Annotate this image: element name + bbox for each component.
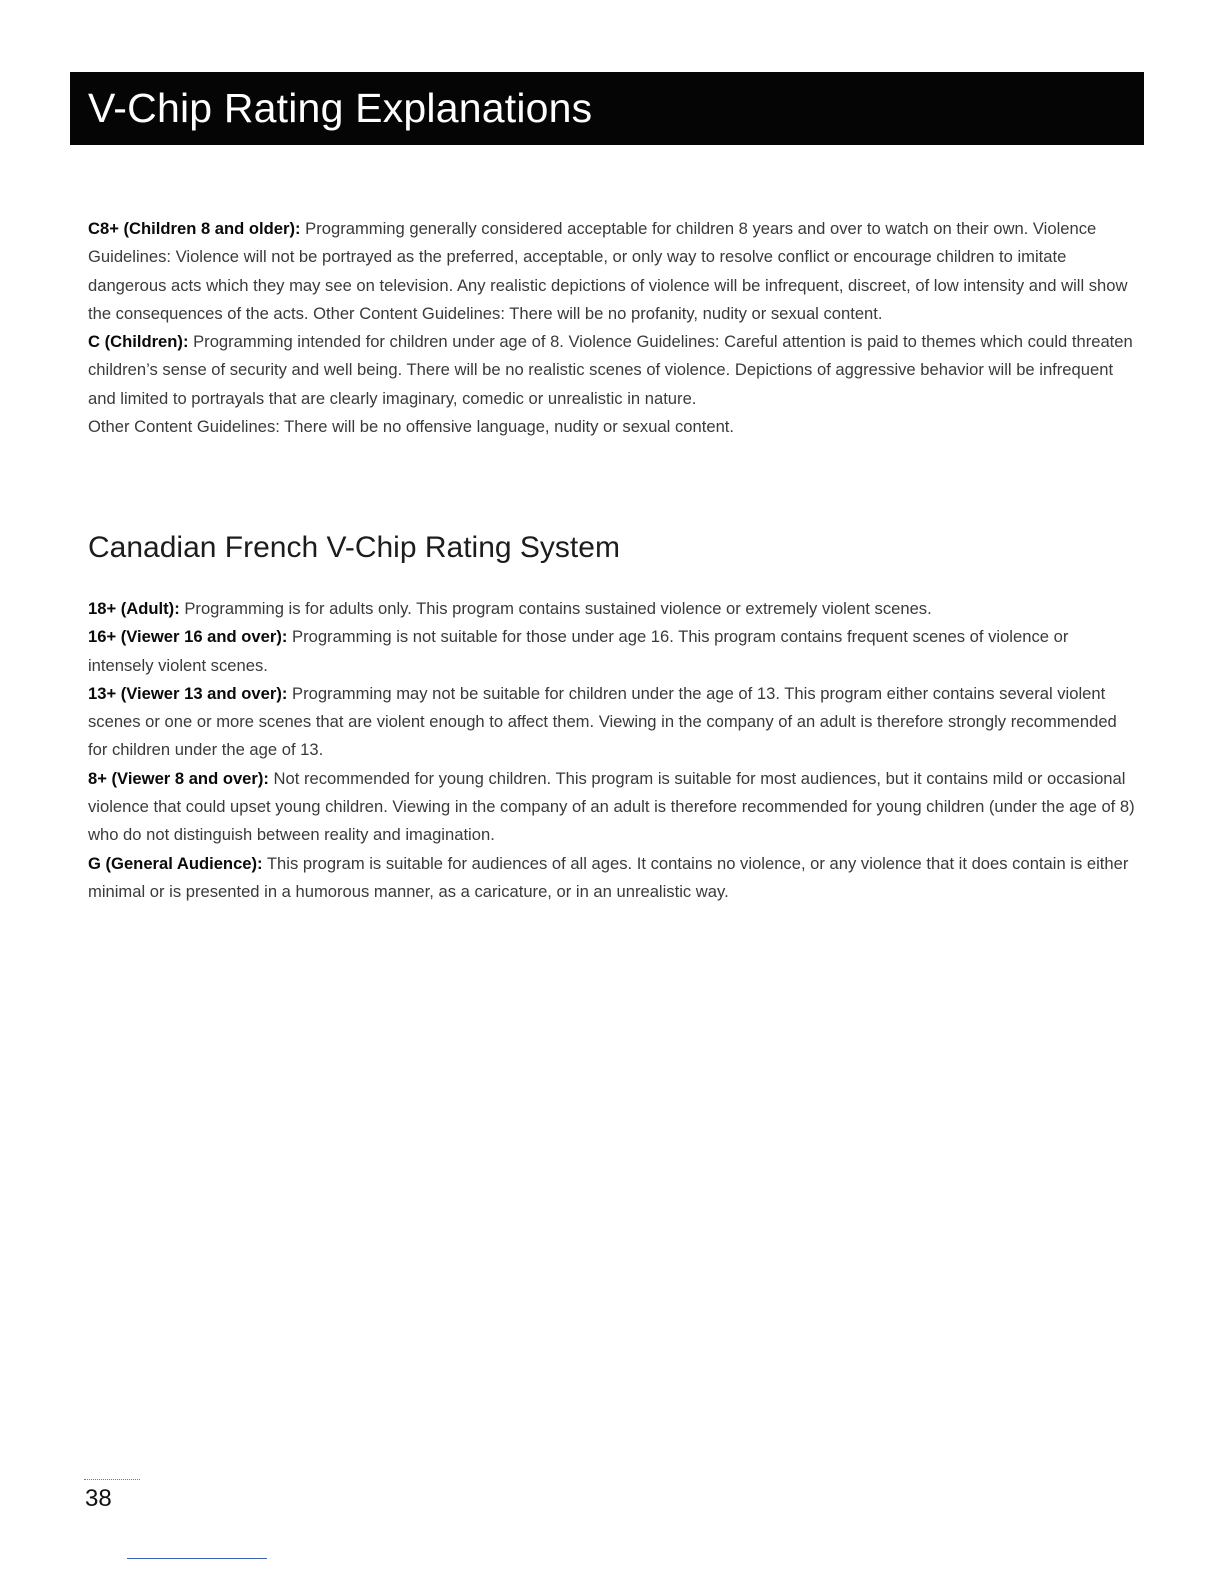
rating-entry-16plus — [88, 623, 1138, 680]
rating-term: 16+ (Viewer 16 and over): — [88, 627, 288, 647]
page-number: 38 — [85, 1485, 112, 1512]
page-title-banner — [70, 72, 1144, 145]
rating-entry-13plus — [88, 680, 1138, 765]
bottom-rule — [127, 1558, 267, 1559]
rating-entry-c8plus — [88, 215, 1138, 328]
other-content-guidelines: Other Content Guidelines: There will be no offensive language, nudity or sexual content. — [88, 417, 735, 437]
rating-description: Programming generally considered acceptable for children 8 years and over to watch on their own. Violence Guidelines: Violence will not be portrayed as the preferred, acceptable, or only way to resolve conflict or encourage children to imitate dangerous acts which they may see on television. Any realistic depictions of violence will be infrequent, discreet, of low intensity and will show the consequences of the acts. Other Content Guidelines: There will be no profanity, nudity or sexual content. — [88, 219, 1128, 323]
rating-description: Not recommended for young children. This program is suitable for most audiences, but it contains mild or occasional violence that could upset young children. Viewing in the company of an adult is therefore recommended for young children (under the age of 8) who do not distinguish between reality and imagination. — [88, 768, 1135, 845]
rating-entry-g — [88, 850, 1138, 907]
page-number-divider — [84, 1479, 140, 1480]
rating-term: C8+ (Children 8 and older): — [88, 219, 301, 238]
rating-description: Programming intended for children under age of 8. Violence Guidelines: Careful attention is paid to themes which could threaten children’s sense of security and well being. There will be no realistic scenes of violence. Depictions of aggressive behavior will be infrequent and limited to portrayals that are clearly imaginary, comedic or unrealistic in nature. — [88, 332, 1133, 408]
rating-term: 18+ (Adult): — [88, 599, 180, 618]
rating-term: 13+ (Viewer 13 and over): — [88, 683, 288, 703]
rating-description: This program is suitable for audiences of all ages. It contains no violence, or any violence that it does contain is either minimal or is presented in a humorous manner, as a caricature, or in an unrealistic way. — [88, 853, 1129, 901]
rating-entry-18plus — [88, 595, 1138, 623]
page-title: V-Chip Rating Explanations — [88, 85, 593, 131]
rating-description: Programming is not suitable for those under age 16. This program contains frequent scenes of violence or intensely violent scenes. — [88, 627, 1069, 675]
rating-term: C (Children): — [88, 332, 189, 352]
rating-entry-c — [88, 328, 1138, 413]
french-ratings-section — [88, 595, 1138, 906]
rating-description: Programming may not be suitable for children under the age of 13. This program either contains several violent scenes or one or more scenes that are violent enough to affect them. Viewing in the company of an adult is therefore strongly recommended for children under the age of 13. — [88, 683, 1117, 760]
section-heading-french: Canadian French V-Chip Rating System — [88, 531, 620, 564]
english-ratings-section — [88, 215, 1138, 441]
rating-description: Programming is for adults only. This program contains sustained violence or extremely violent scenes. — [179, 599, 932, 618]
rating-term: G (General Audience): — [88, 853, 263, 873]
rating-term: 8+ (Viewer 8 and over): — [88, 768, 269, 788]
rating-entry-8plus — [88, 765, 1138, 850]
